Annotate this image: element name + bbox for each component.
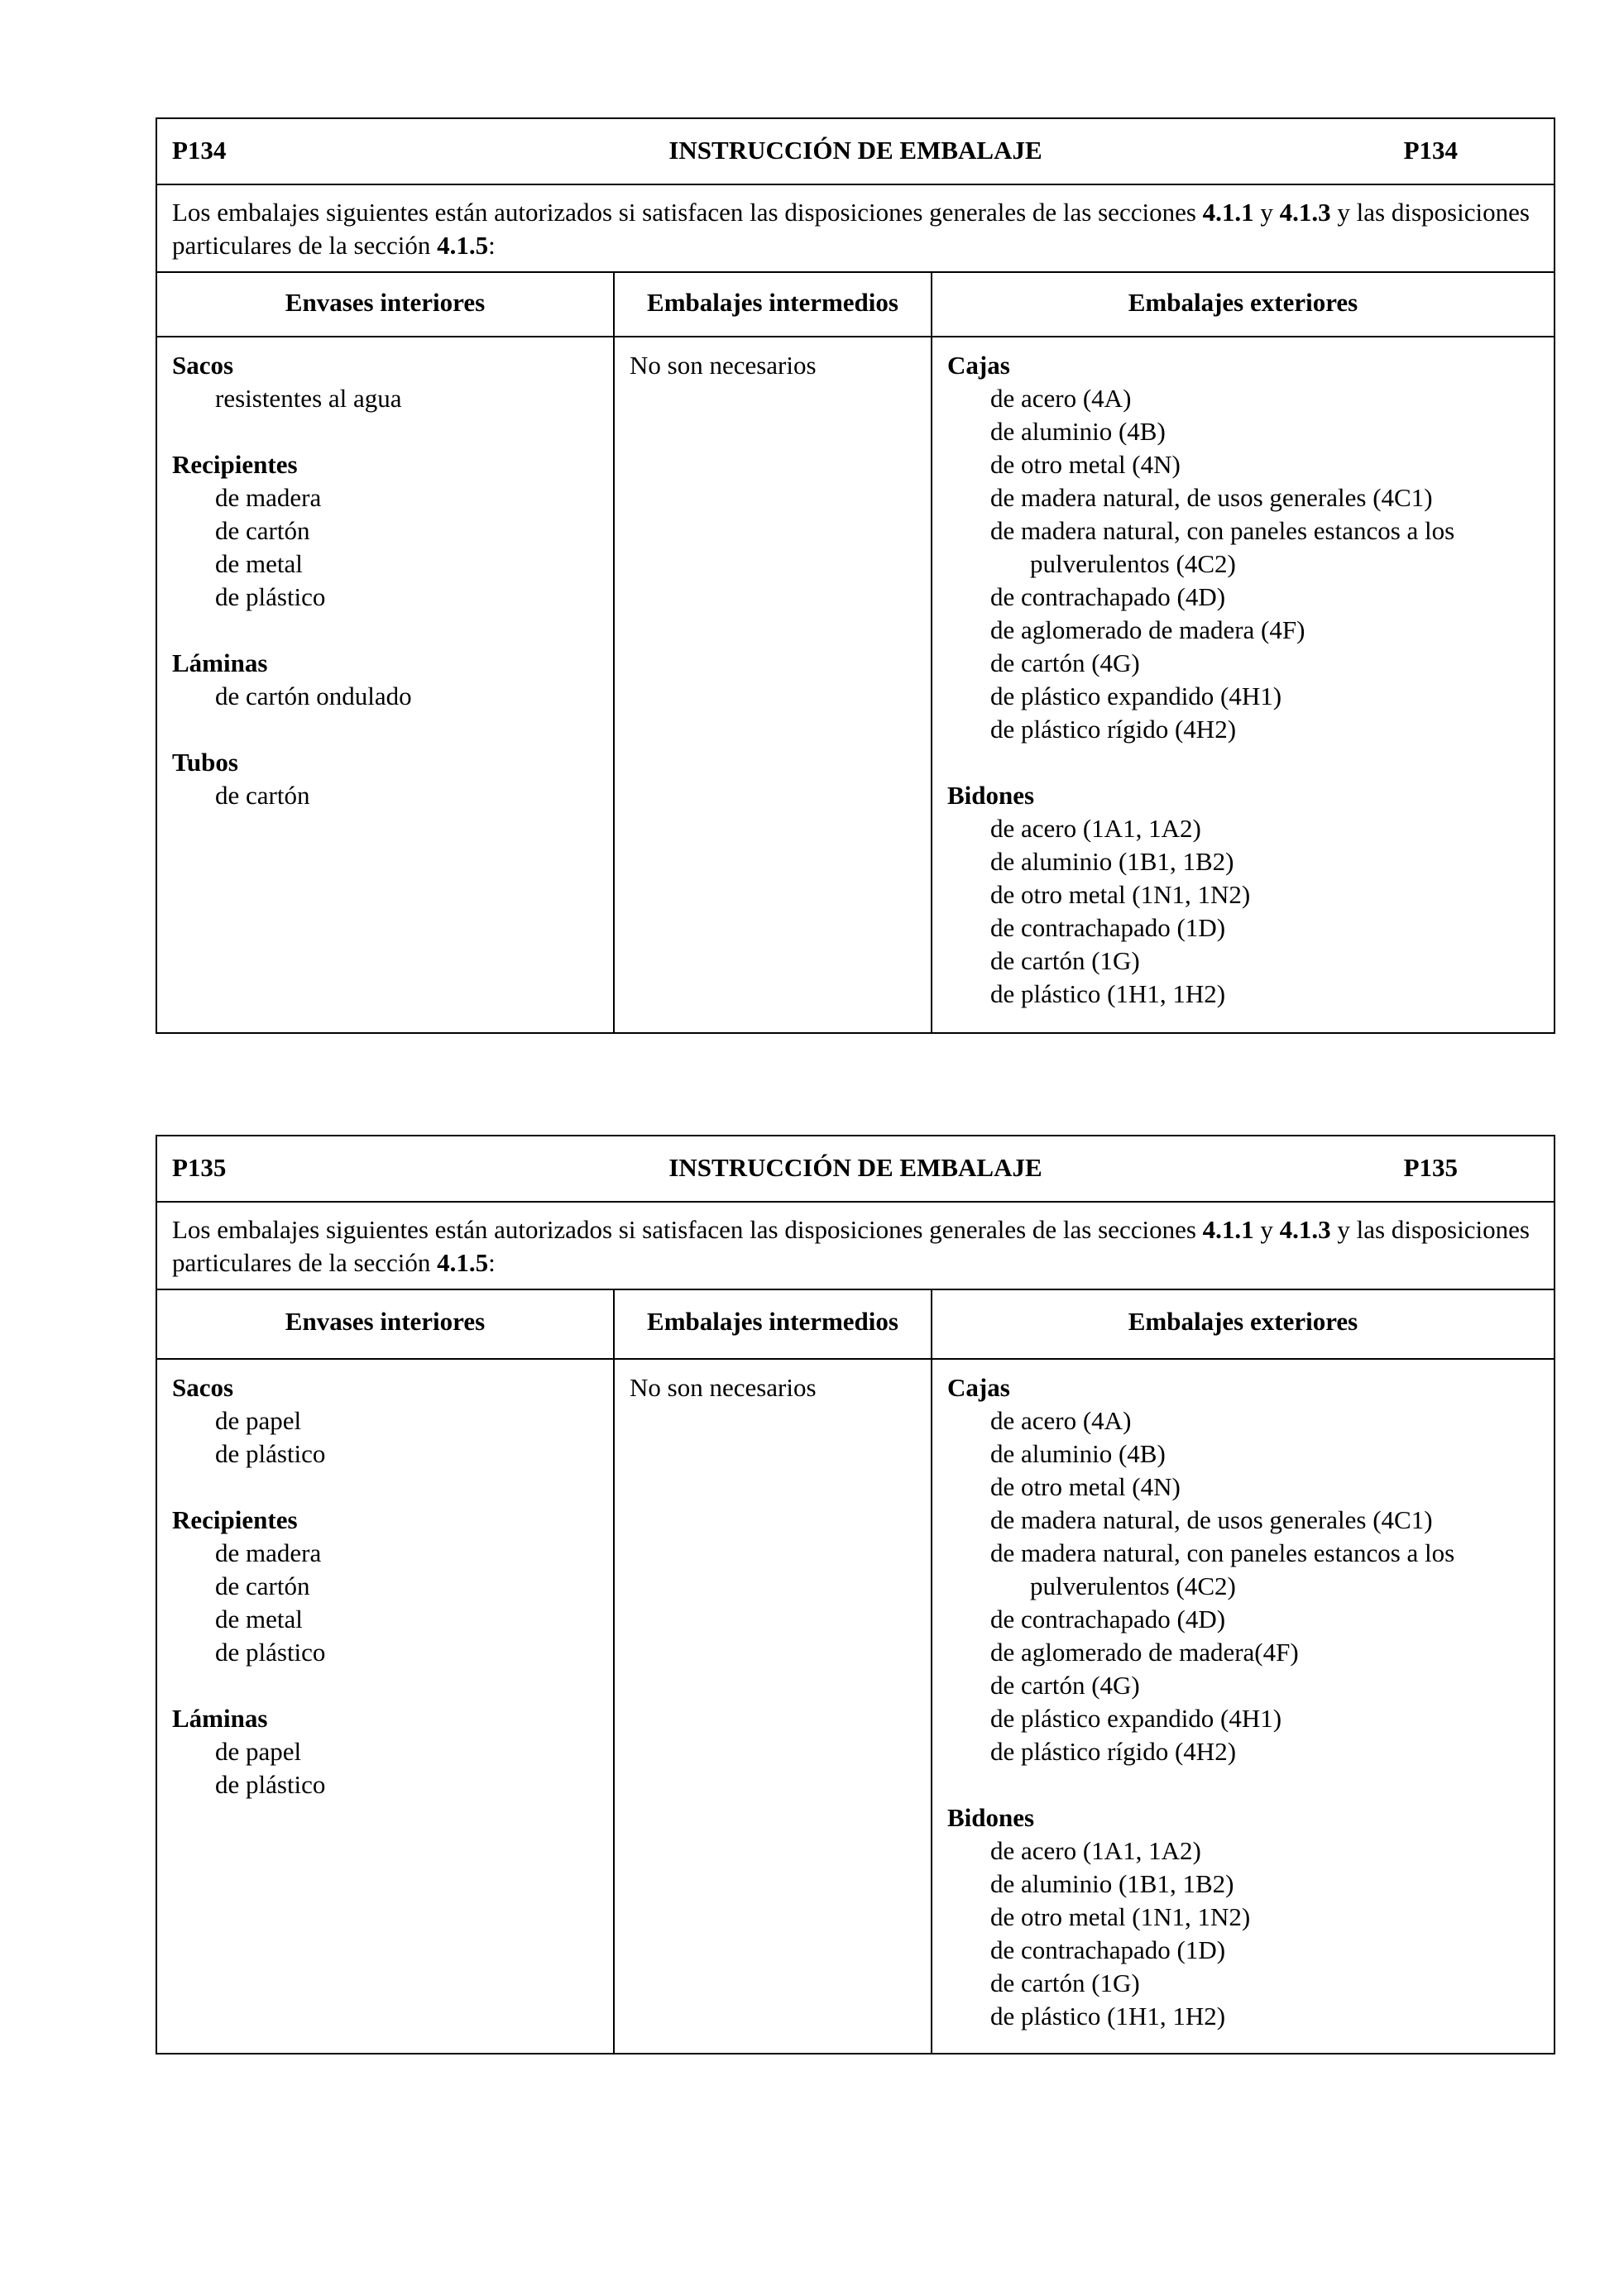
packaging-item: de madera natural, de usos generales (4C1) (990, 483, 1433, 512)
packaging-group (172, 349, 598, 415)
instruction-title: INSTRUCCIÓN DE EMBALAJE (668, 136, 1042, 165)
group-title: Sacos (172, 351, 234, 380)
packaging-item: de otro metal (4N) (990, 1472, 1181, 1501)
packaging-group (172, 1371, 598, 1471)
packaging-item: de plástico (1H1, 1H2) (990, 979, 1226, 1008)
packaging-item: de madera (215, 1538, 322, 1567)
packaging-item: de contrachapado (4D) (990, 582, 1226, 611)
outer-packagings-column (932, 273, 1554, 1032)
packaging-item: de madera natural, de usos generales (4C1) (990, 1505, 1433, 1534)
packaging-item: de aglomerado de madera (4F) (990, 615, 1305, 644)
packaging-item: de plástico expandido (4H1) (990, 1704, 1282, 1733)
packaging-item: de cartón (4G) (990, 1671, 1140, 1700)
packaging-item: de acero (1A1, 1A2) (990, 814, 1201, 843)
group-title: Recipientes (172, 1505, 298, 1534)
intermediate-text: No son necesarios (630, 1373, 817, 1402)
packaging-item: de aluminio (1B1, 1B2) (990, 847, 1234, 876)
packaging-item: de cartón (1G) (990, 1968, 1140, 1997)
instruction-code: P134 (172, 136, 227, 165)
packaging-item: de acero (1A1, 1A2) (990, 1836, 1201, 1865)
packaging-group (947, 349, 1539, 746)
packaging-item: de plástico (215, 1770, 326, 1799)
packaging-item: pulverulentos (4C2) (1030, 1571, 1236, 1600)
packaging-item: de contrachapado (1D) (990, 1935, 1226, 1964)
packaging-group (947, 779, 1539, 1011)
intro-text: Los embalajes siguientes están autorizados si satisfacen las disposiciones generales de las secciones 4.1.1 y 4.1.3 y las disposiciones particulares de la sección 4.1.5: (157, 1203, 1554, 1290)
packaging-item: de aluminio (1B1, 1B2) (990, 1869, 1234, 1898)
intermediate-text: No son necesarios (630, 351, 817, 380)
packing-instruction-table-p134 (156, 117, 1555, 1034)
packaging-item: de otro metal (1N1, 1N2) (990, 1902, 1251, 1931)
inner-list (157, 1360, 613, 1801)
packaging-item: de cartón ondulado (215, 682, 412, 710)
packaging-item: de cartón (4G) (990, 648, 1140, 677)
packaging-group (947, 1801, 1539, 2033)
group-title: Cajas (947, 351, 1010, 380)
packaging-item: de plástico (215, 582, 326, 611)
packaging-columns (157, 1290, 1554, 2053)
table-header (157, 119, 1554, 185)
column-header: Envases interiores (157, 273, 613, 337)
intro-text: Los embalajes siguientes están autorizados si satisfacen las disposiciones generales de las secciones 4.1.1 y 4.1.3 y las disposiciones particulares de la sección 4.1.5: (157, 185, 1554, 273)
packaging-group (172, 1702, 598, 1801)
group-title: Bidones (947, 1803, 1035, 1832)
packaging-item: de plástico expandido (4H1) (990, 682, 1282, 710)
packaging-item: de plástico (1H1, 1H2) (990, 2002, 1226, 2031)
group-title: Recipientes (172, 450, 298, 479)
packaging-item: de papel (215, 1737, 302, 1766)
packaging-item: de otro metal (1N1, 1N2) (990, 880, 1251, 909)
instruction-code: P135 (172, 1153, 227, 1182)
column-header: Embalajes intermedios (615, 1290, 931, 1360)
packaging-item: de aluminio (4B) (990, 417, 1166, 446)
packaging-item: de aglomerado de madera(4F) (990, 1638, 1299, 1667)
packaging-item: de contrachapado (4D) (990, 1605, 1226, 1634)
instruction-title: INSTRUCCIÓN DE EMBALAJE (668, 1153, 1042, 1182)
packaging-item: de plástico rígido (4H2) (990, 715, 1237, 744)
column-header: Embalajes exteriores (932, 1290, 1554, 1360)
packaging-item: de papel (215, 1406, 302, 1435)
packing-instruction-table-p135 (156, 1135, 1555, 2054)
packaging-item: de cartón (215, 781, 310, 810)
group-title: Tubos (172, 748, 238, 777)
packaging-item: de madera natural, con paneles estancos a los (990, 1538, 1455, 1567)
group-title: Sacos (172, 1373, 234, 1402)
outer-list (932, 337, 1554, 1011)
packaging-item: de metal (215, 549, 303, 578)
packaging-item: de metal (215, 1605, 303, 1634)
column-header: Embalajes exteriores (932, 273, 1554, 337)
packaging-item: de madera natural, con paneles estancos a los (990, 516, 1455, 545)
packaging-item: resistentes al agua (215, 384, 402, 413)
instruction-code: P135 (1403, 1153, 1458, 1182)
column-header: Embalajes intermedios (615, 273, 931, 337)
packaging-item: de plástico (215, 1439, 326, 1468)
packaging-item: de cartón (215, 1571, 310, 1600)
packaging-group (947, 1371, 1539, 1768)
packaging-item: de cartón (1G) (990, 946, 1140, 975)
packaging-item: de otro metal (4N) (990, 450, 1181, 479)
packaging-item: de acero (4A) (990, 1406, 1132, 1435)
packaging-group (172, 746, 598, 812)
group-title: Cajas (947, 1373, 1010, 1402)
group-title: Láminas (172, 1704, 268, 1733)
packaging-group (172, 1504, 598, 1669)
packaging-group (172, 448, 598, 614)
packaging-item: de acero (4A) (990, 384, 1132, 413)
packaging-item: de cartón (215, 516, 310, 545)
packaging-columns (157, 273, 1554, 1032)
instruction-code: P134 (1403, 136, 1458, 165)
table-header (157, 1136, 1554, 1203)
outer-packagings-column (932, 1290, 1554, 2053)
packaging-group (172, 647, 598, 713)
packaging-item: de contrachapado (1D) (990, 913, 1226, 942)
packaging-item: de madera (215, 483, 322, 512)
packaging-item: de aluminio (4B) (990, 1439, 1166, 1468)
group-title: Bidones (947, 781, 1035, 810)
group-title: Láminas (172, 648, 268, 677)
inner-packagings-column (157, 273, 615, 1032)
inner-list (157, 337, 613, 812)
packaging-item: pulverulentos (4C2) (1030, 549, 1236, 578)
intermediate-packagings-column (615, 273, 932, 1032)
column-header: Envases interiores (157, 1290, 613, 1360)
packaging-item: de plástico rígido (4H2) (990, 1737, 1237, 1766)
inner-packagings-column (157, 1290, 615, 2053)
outer-list (932, 1360, 1554, 2033)
packaging-item: de plástico (215, 1638, 326, 1667)
intermediate-packagings-column (615, 1290, 932, 2053)
